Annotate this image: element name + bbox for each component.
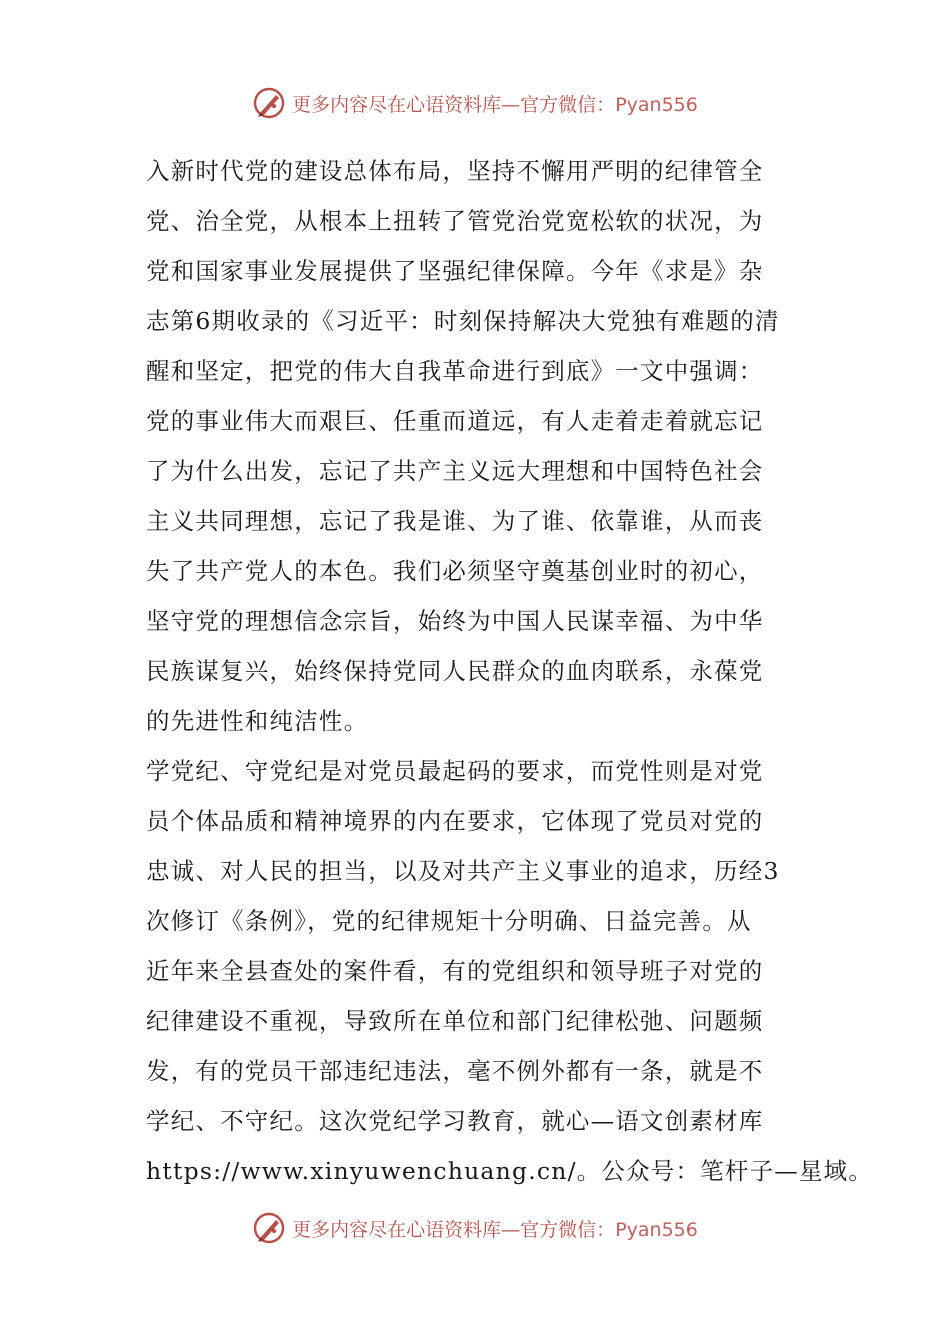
text-line: 学党纪、守党纪是对党员最起码的要求，而党性则是对党 <box>146 757 764 785</box>
text-line: 发，有的党员干部违纪违法，毫不例外都有一条，就是不 <box>146 1057 764 1085</box>
text-line: 民族谋复兴，始终保持党同人民群众的血肉联系，永葆党 <box>146 657 764 685</box>
text-line: 忠诚、对人民的担当，以及对共产主义事业的追求，历经3 <box>146 857 780 885</box>
text-line: 党的事业伟大而艰巨、任重而道远，有人走着走着就忘记 <box>146 407 764 435</box>
header-text <box>292 90 698 117</box>
footer-text <box>292 1215 698 1242</box>
header-banner <box>0 83 950 123</box>
paragraph-1 <box>146 146 806 746</box>
header-wechat-id: Pyan556 <box>615 93 698 116</box>
text-line: 了为什么出发，忘记了共产主义远大理想和中国特色社会 <box>146 457 764 485</box>
pen-logo-icon <box>252 1211 286 1245</box>
footer-wechat-id: Pyan556 <box>615 1218 698 1241</box>
text-line: 入新时代党的建设总体布局，坚持不懈用严明的纪律管全 <box>146 157 764 185</box>
text-line: 主义共同理想，忘记了我是谁、为了谁、依靠谁，从而丧 <box>146 507 764 535</box>
header-main-text: 更多内容尽在心语资料库 <box>292 93 502 116</box>
text-line: 党、治全党，从根本上扭转了管党治党宽松软的状况，为 <box>146 207 764 235</box>
text-line: 次修订《条例》，党的纪律规矩十分明确、日益完善。从 <box>146 907 752 935</box>
text-line: 党和国家事业发展提供了坚强纪律保障。今年《求是》杂 <box>146 257 764 285</box>
footer-main-text: 更多内容尽在心语资料库 <box>292 1218 502 1241</box>
document-body <box>146 146 874 1196</box>
paragraph-2 <box>146 746 874 1196</box>
text-line: 志第6期收录的《习近平：时刻保持解决大党独有难题的清 <box>146 307 780 335</box>
footer-banner <box>0 1208 950 1248</box>
text-line: 近年来全县查处的案件看，有的党组织和领导班子对党的 <box>146 957 764 985</box>
header-separator: — <box>501 93 521 116</box>
footer-separator: — <box>501 1218 521 1241</box>
url-line: https://www.xinyuwenchuang.cn/。公众号：笔杆子—星域。 <box>146 1157 874 1185</box>
text-line: 坚守党的理想信念宗旨，始终为中国人民谋幸福、为中华 <box>146 607 764 635</box>
text-line: 纪律建设不重视，导致所在单位和部门纪律松弛、问题频 <box>146 1007 764 1035</box>
header-wechat-label: 官方微信： <box>520 93 616 116</box>
text-line: 员个体品质和精神境界的内在要求，它体现了党员对党的 <box>146 807 764 835</box>
text-line: 醒和坚定，把党的伟大自我革命进行到底》一文中强调： <box>146 357 764 385</box>
text-line: 的先进性和纯洁性。 <box>146 707 369 735</box>
pen-logo-icon <box>252 86 286 120</box>
text-line: 失了共产党人的本色。我们必须坚守奠基创业时的初心， <box>146 557 764 585</box>
text-line: 学纪、不守纪。这次党纪学习教育，就心—语文创素材库 <box>146 1107 764 1135</box>
footer-wechat-label: 官方微信： <box>520 1218 616 1241</box>
